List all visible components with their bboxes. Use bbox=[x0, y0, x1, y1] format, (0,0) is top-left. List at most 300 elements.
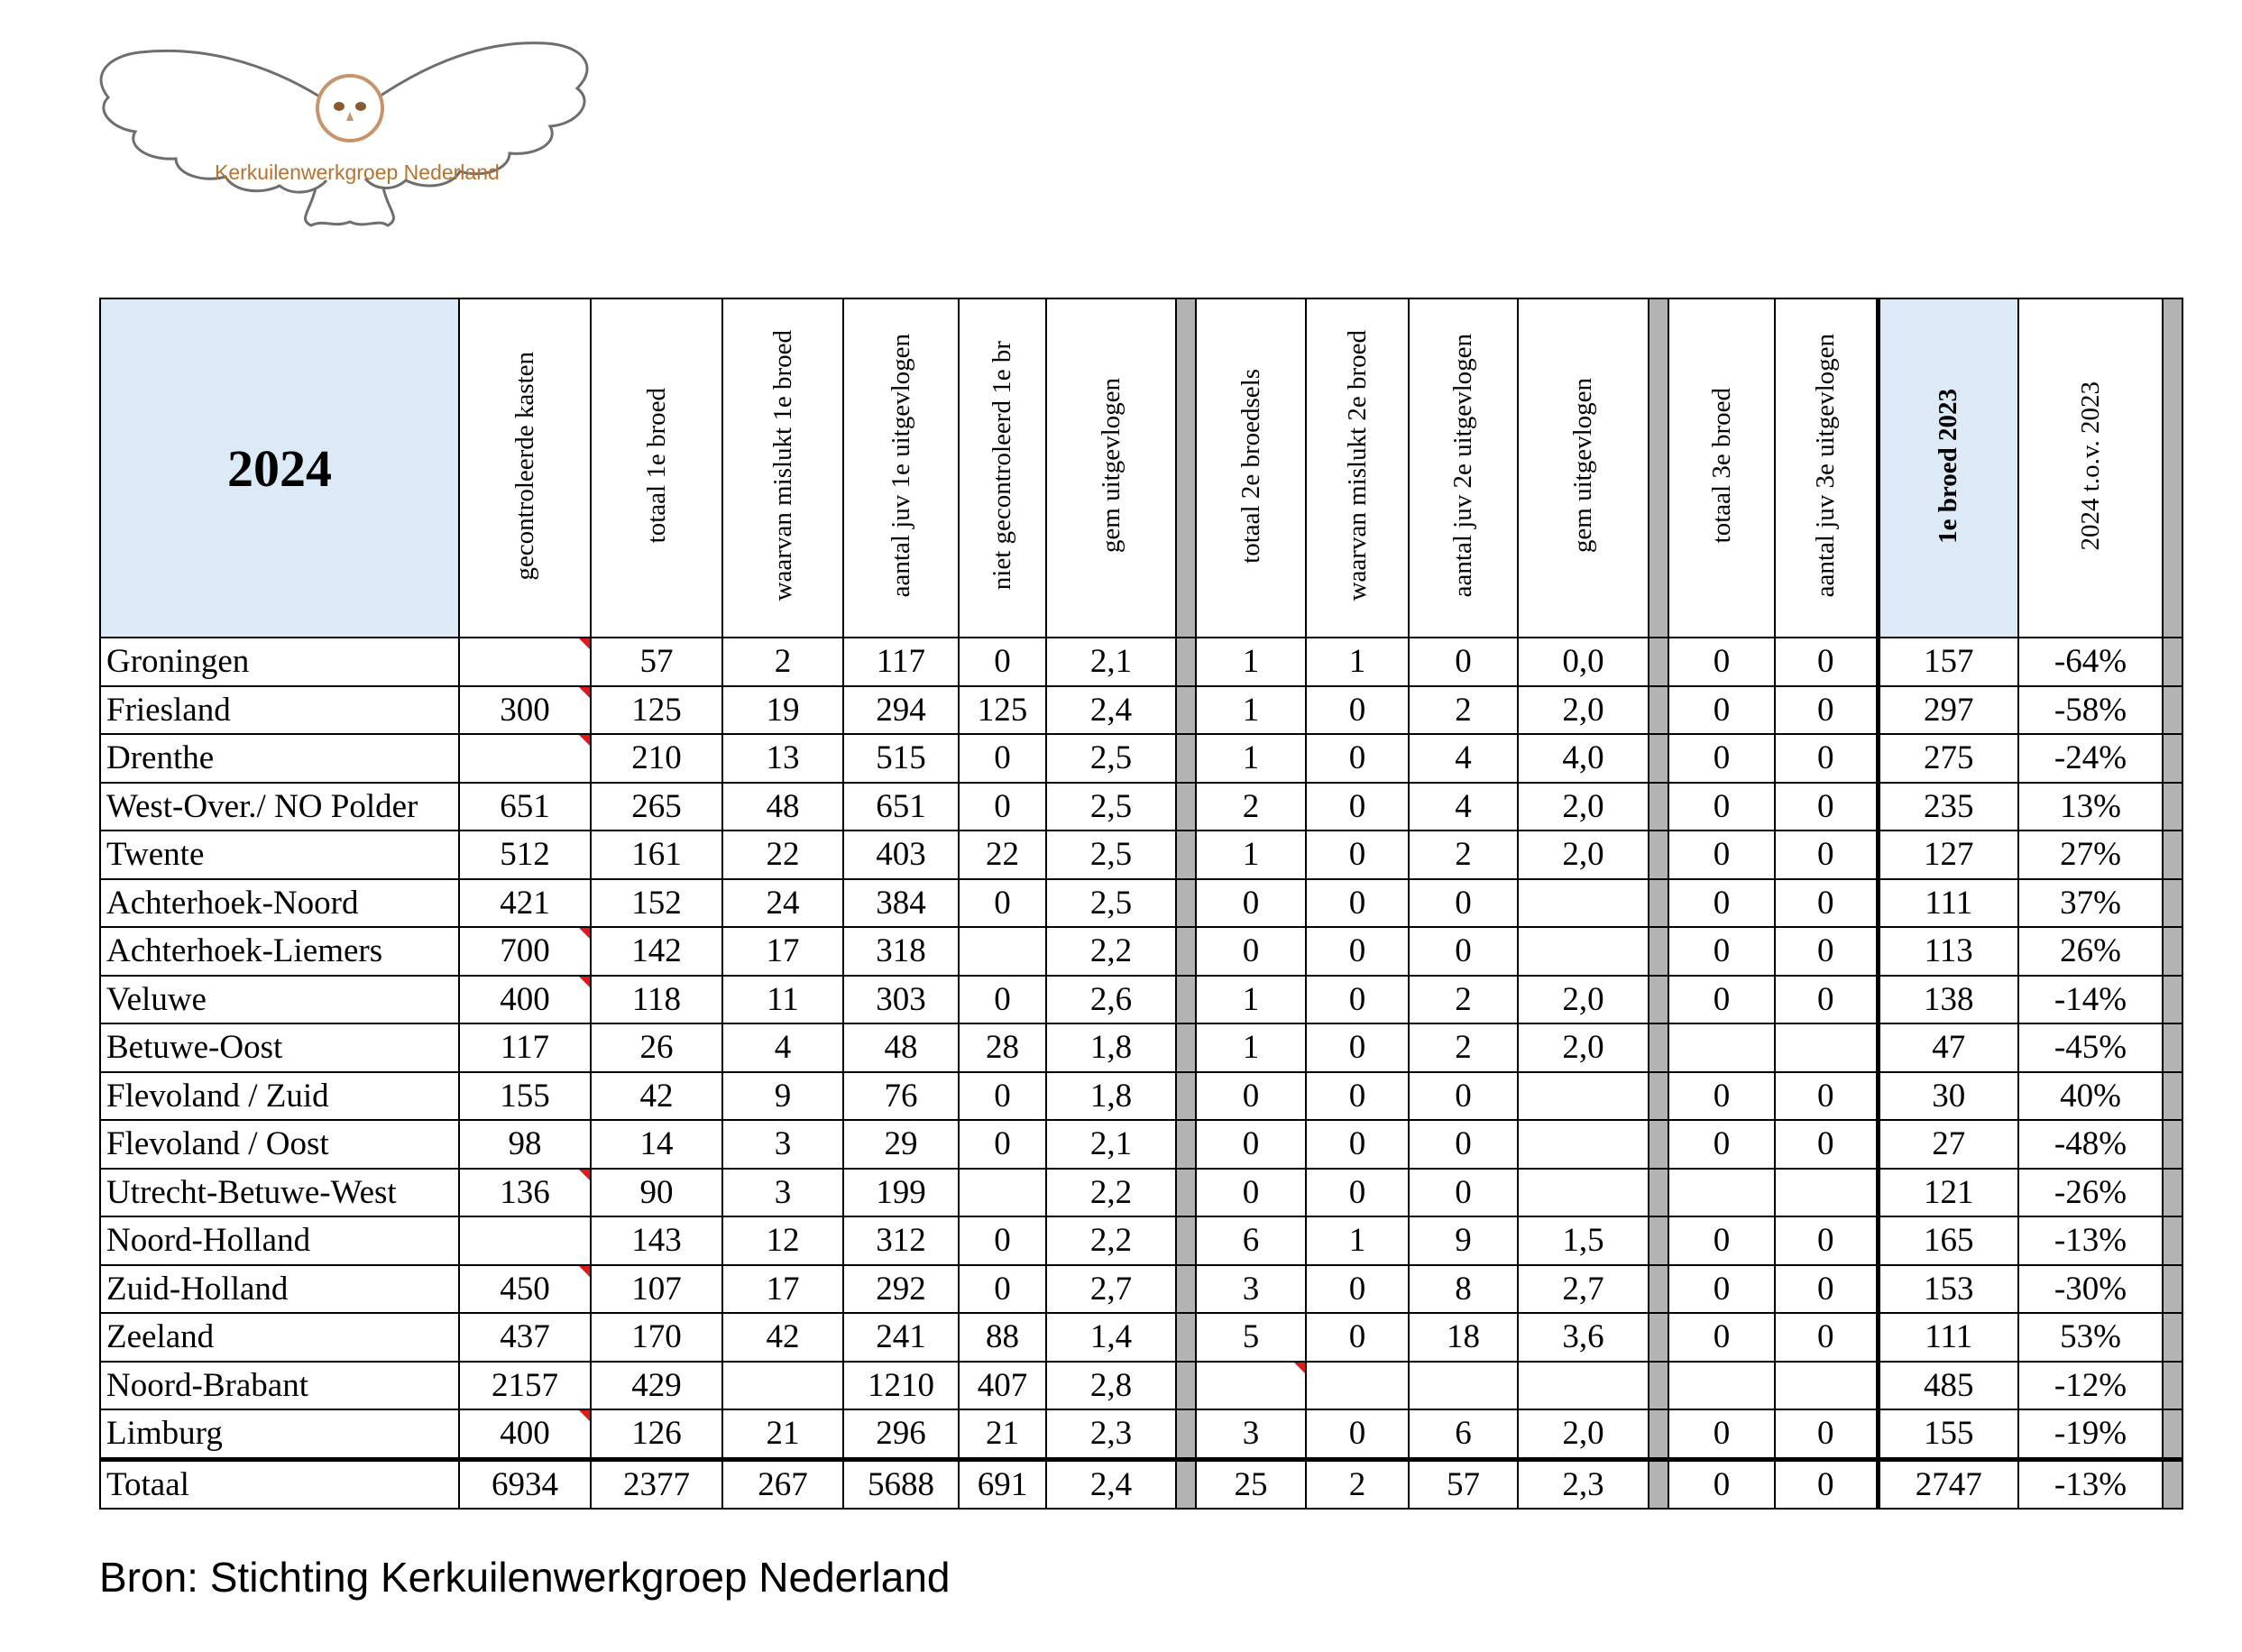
table-cell: 17 bbox=[722, 1265, 843, 1314]
column-separator bbox=[2163, 1362, 2182, 1410]
table-cell: 6 bbox=[1409, 1409, 1518, 1459]
table-row bbox=[100, 1216, 2182, 1265]
table-cell: 9 bbox=[722, 1072, 843, 1121]
table-cell: 429 bbox=[591, 1362, 722, 1410]
table-cell bbox=[1775, 1169, 1878, 1217]
table-cell bbox=[459, 638, 591, 686]
table-cell: 0,0 bbox=[1518, 638, 1649, 686]
header-row bbox=[100, 298, 2182, 638]
table-cell: 53% bbox=[2018, 1313, 2163, 1362]
data-table bbox=[99, 298, 2183, 1510]
table-cell: 3 bbox=[722, 1120, 843, 1169]
table-cell: 303 bbox=[843, 976, 959, 1024]
table-cell: 4,0 bbox=[1518, 734, 1649, 783]
table-cell: 30 bbox=[1878, 1072, 2018, 1121]
table-cell: 113 bbox=[1878, 927, 2018, 976]
table-cell: 2,2 bbox=[1046, 927, 1176, 976]
table-cell: 1 bbox=[1306, 1216, 1409, 1265]
table-cell: 450 bbox=[459, 1265, 591, 1314]
table-cell: 22 bbox=[959, 831, 1046, 879]
table-cell: 0 bbox=[1306, 831, 1409, 879]
table-cell: 0 bbox=[959, 976, 1046, 1024]
table-cell bbox=[459, 734, 591, 783]
table-cell: 111 bbox=[1878, 1313, 2018, 1362]
table-cell: 0 bbox=[1668, 638, 1775, 686]
table-cell: 2 bbox=[722, 638, 843, 686]
column-separator bbox=[1649, 1072, 1668, 1121]
table-cell: 5 bbox=[1196, 1313, 1306, 1362]
column-separator bbox=[1649, 1169, 1668, 1217]
table-cell: 296 bbox=[843, 1409, 959, 1459]
table-cell: 691 bbox=[959, 1459, 1046, 1509]
table-cell: 2,1 bbox=[1046, 638, 1176, 686]
table-cell: 0 bbox=[1306, 783, 1409, 831]
table-cell: 1 bbox=[1196, 734, 1306, 783]
column-separator bbox=[2163, 1023, 2182, 1072]
region-name: Twente bbox=[100, 831, 459, 879]
table-cell: 26 bbox=[591, 1023, 722, 1072]
column-separator bbox=[2163, 927, 2182, 976]
table-cell: 0 bbox=[1196, 927, 1306, 976]
table-cell: 0 bbox=[1775, 976, 1878, 1024]
column-separator bbox=[1649, 783, 1668, 831]
table-cell: 121 bbox=[1878, 1169, 2018, 1217]
table-cell: 1,5 bbox=[1518, 1216, 1649, 1265]
table-cell: 2,0 bbox=[1518, 686, 1649, 735]
table-cell: 0 bbox=[1668, 879, 1775, 928]
column-separator bbox=[1176, 783, 1196, 831]
table-cell: 2,5 bbox=[1046, 831, 1176, 879]
column-separator bbox=[1176, 734, 1196, 783]
table-cell: -13% bbox=[2018, 1216, 2163, 1265]
column-separator bbox=[2163, 1072, 2182, 1121]
table-cell: 21 bbox=[959, 1409, 1046, 1459]
column-separator bbox=[2163, 879, 2182, 928]
region-name: Achterhoek-Noord bbox=[100, 879, 459, 928]
column-separator bbox=[2163, 831, 2182, 879]
table-cell: 138 bbox=[1878, 976, 2018, 1024]
region-name: Noord-Holland bbox=[100, 1216, 459, 1265]
table-cell: 0 bbox=[1668, 831, 1775, 879]
table-cell: 143 bbox=[591, 1216, 722, 1265]
table-cell: 0 bbox=[1306, 1072, 1409, 1121]
table-cell: 2,2 bbox=[1046, 1216, 1176, 1265]
table-cell: 48 bbox=[722, 783, 843, 831]
column-separator bbox=[2163, 1313, 2182, 1362]
table-cell bbox=[1668, 1362, 1775, 1410]
column-separator bbox=[1649, 831, 1668, 879]
table-cell: 2 bbox=[1409, 976, 1518, 1024]
table-cell: 24 bbox=[722, 879, 843, 928]
table-cell: 165 bbox=[1878, 1216, 2018, 1265]
column-separator bbox=[1176, 1265, 1196, 1314]
table-cell: 157 bbox=[1878, 638, 2018, 686]
table-cell bbox=[1518, 1120, 1649, 1169]
region-name: Totaal bbox=[100, 1459, 459, 1509]
table-cell: 88 bbox=[959, 1313, 1046, 1362]
table-cell bbox=[1409, 1362, 1518, 1410]
region-name: Veluwe bbox=[100, 976, 459, 1024]
column-header: 1e broed 2023 bbox=[1878, 298, 2018, 638]
table-cell: 27% bbox=[2018, 831, 2163, 879]
table-cell: 267 bbox=[722, 1459, 843, 1509]
table-cell: 29 bbox=[843, 1120, 959, 1169]
table-cell: 384 bbox=[843, 879, 959, 928]
table-cell: 0 bbox=[1775, 927, 1878, 976]
table-cell: 2 bbox=[1409, 686, 1518, 735]
column-separator bbox=[2163, 783, 2182, 831]
table-cell: 2,5 bbox=[1046, 879, 1176, 928]
column-separator bbox=[1649, 1023, 1668, 1072]
table-cell bbox=[459, 1216, 591, 1265]
table-cell: 127 bbox=[1878, 831, 2018, 879]
column-separator bbox=[1649, 686, 1668, 735]
table-cell: 512 bbox=[459, 831, 591, 879]
region-name: Flevoland / Oost bbox=[100, 1120, 459, 1169]
table-cell: 136 bbox=[459, 1169, 591, 1217]
table-cell: 37% bbox=[2018, 879, 2163, 928]
table-cell: 48 bbox=[843, 1023, 959, 1072]
table-cell bbox=[722, 1362, 843, 1410]
table-cell: 18 bbox=[1409, 1313, 1518, 1362]
table-row bbox=[100, 734, 2182, 783]
table-cell: 8 bbox=[1409, 1265, 1518, 1314]
table-cell: 126 bbox=[591, 1409, 722, 1459]
table-cell: 0 bbox=[1775, 783, 1878, 831]
column-header: totaal 2e broedsels bbox=[1196, 298, 1306, 638]
column-header: aantal juv 1e uitgevlogen bbox=[843, 298, 959, 638]
column-separator bbox=[2163, 734, 2182, 783]
table-cell: 2 bbox=[1306, 1459, 1409, 1509]
table-cell: -30% bbox=[2018, 1265, 2163, 1314]
table-cell: 155 bbox=[459, 1072, 591, 1121]
table-cell: 275 bbox=[1878, 734, 2018, 783]
column-separator bbox=[1176, 1459, 1196, 1509]
table-cell: 0 bbox=[1409, 879, 1518, 928]
total-row bbox=[100, 1459, 2182, 1509]
column-separator bbox=[1649, 1120, 1668, 1169]
column-header: niet gecontroleerd 1e br bbox=[959, 298, 1046, 638]
column-separator bbox=[2163, 1265, 2182, 1314]
table-cell: 0 bbox=[1306, 686, 1409, 735]
table-row bbox=[100, 1120, 2182, 1169]
table-cell: 0 bbox=[959, 1265, 1046, 1314]
table-cell: -64% bbox=[2018, 638, 2163, 686]
table-cell: 11 bbox=[722, 976, 843, 1024]
table-row bbox=[100, 1362, 2182, 1410]
table-cell: 28 bbox=[959, 1023, 1046, 1072]
table-cell: 1 bbox=[1306, 638, 1409, 686]
table-cell: 2,5 bbox=[1046, 783, 1176, 831]
table-row bbox=[100, 686, 2182, 735]
table-cell: 0 bbox=[959, 879, 1046, 928]
table-cell: 170 bbox=[591, 1313, 722, 1362]
table-cell: 1 bbox=[1196, 1023, 1306, 1072]
table-cell: 25 bbox=[1196, 1459, 1306, 1509]
region-name: Drenthe bbox=[100, 734, 459, 783]
table-cell: 210 bbox=[591, 734, 722, 783]
table-cell: 407 bbox=[959, 1362, 1046, 1410]
table-cell: 107 bbox=[591, 1265, 722, 1314]
table-row bbox=[100, 1313, 2182, 1362]
table-cell: 2157 bbox=[459, 1362, 591, 1410]
table-row bbox=[100, 1169, 2182, 1217]
table-cell: 5688 bbox=[843, 1459, 959, 1509]
table-row bbox=[100, 783, 2182, 831]
table-cell: 0 bbox=[1775, 1459, 1878, 1509]
table-cell: 0 bbox=[1306, 976, 1409, 1024]
table-cell: 142 bbox=[591, 927, 722, 976]
table-cell: 47 bbox=[1878, 1023, 2018, 1072]
table-cell: 0 bbox=[1668, 927, 1775, 976]
table-cell: 2,2 bbox=[1046, 1169, 1176, 1217]
table-cell bbox=[959, 1169, 1046, 1217]
region-name: Utrecht-Betuwe-West bbox=[100, 1169, 459, 1217]
column-header: aantal juv 3e uitgevlogen bbox=[1775, 298, 1878, 638]
table-row bbox=[100, 1072, 2182, 1121]
column-separator bbox=[1176, 1313, 1196, 1362]
region-name: West-Over./ NO Polder bbox=[100, 783, 459, 831]
table-cell: 90 bbox=[591, 1169, 722, 1217]
table-cell: 0 bbox=[959, 1120, 1046, 1169]
table-cell: 0 bbox=[1196, 1120, 1306, 1169]
column-separator bbox=[1649, 298, 1668, 638]
table-cell: 0 bbox=[1775, 638, 1878, 686]
column-separator bbox=[1649, 1216, 1668, 1265]
table-cell: 400 bbox=[459, 976, 591, 1024]
table-cell: 0 bbox=[1306, 1409, 1409, 1459]
table-cell: 153 bbox=[1878, 1265, 2018, 1314]
table-cell: 0 bbox=[1409, 1120, 1518, 1169]
column-separator bbox=[1176, 976, 1196, 1024]
table-cell: 0 bbox=[1306, 1023, 1409, 1072]
table-cell: 57 bbox=[591, 638, 722, 686]
table-cell bbox=[1668, 1169, 1775, 1217]
table-cell: -26% bbox=[2018, 1169, 2163, 1217]
table-cell: 0 bbox=[1306, 879, 1409, 928]
table-cell: 27 bbox=[1878, 1120, 2018, 1169]
column-separator bbox=[1649, 638, 1668, 686]
table-cell: 13% bbox=[2018, 783, 2163, 831]
table-cell: 0 bbox=[1306, 1169, 1409, 1217]
column-separator bbox=[1176, 638, 1196, 686]
table-cell bbox=[959, 927, 1046, 976]
column-separator bbox=[2163, 1216, 2182, 1265]
column-header: aantal juv 2e uitgevlogen bbox=[1409, 298, 1518, 638]
table-cell: 2,0 bbox=[1518, 1409, 1649, 1459]
table-cell: 42 bbox=[722, 1313, 843, 1362]
table-cell: 1 bbox=[1196, 976, 1306, 1024]
table-cell: 0 bbox=[1668, 686, 1775, 735]
table-cell: 118 bbox=[591, 976, 722, 1024]
table-cell: 0 bbox=[1668, 1409, 1775, 1459]
table-cell: 0 bbox=[1409, 927, 1518, 976]
table-cell: 0 bbox=[1409, 1072, 1518, 1121]
table-cell bbox=[1196, 1362, 1306, 1410]
table-cell: 421 bbox=[459, 879, 591, 928]
column-header: waarvan mislukt 1e broed bbox=[722, 298, 843, 638]
table-cell: 2 bbox=[1409, 1023, 1518, 1072]
table-cell bbox=[1775, 1023, 1878, 1072]
column-separator bbox=[1649, 1362, 1668, 1410]
table-cell: 2 bbox=[1196, 783, 1306, 831]
table-cell: 2,7 bbox=[1518, 1265, 1649, 1314]
table-cell: 0 bbox=[1668, 1120, 1775, 1169]
column-header: gem uitgevlogen bbox=[1046, 298, 1176, 638]
region-name: Flevoland / Zuid bbox=[100, 1072, 459, 1121]
table-cell: 1 bbox=[1196, 638, 1306, 686]
table-cell: 3 bbox=[722, 1169, 843, 1217]
table-cell: 125 bbox=[591, 686, 722, 735]
table-cell: 0 bbox=[959, 638, 1046, 686]
table-cell: 2,0 bbox=[1518, 1023, 1649, 1072]
region-name: Friesland bbox=[100, 686, 459, 735]
table-cell: 0 bbox=[1775, 1313, 1878, 1362]
table-cell: 152 bbox=[591, 879, 722, 928]
barn-owl-icon bbox=[90, 25, 595, 242]
table-row bbox=[100, 879, 2182, 928]
table-cell: 0 bbox=[1306, 734, 1409, 783]
column-separator bbox=[1176, 686, 1196, 735]
table-cell: 3,6 bbox=[1518, 1313, 1649, 1362]
table-cell: 0 bbox=[1668, 734, 1775, 783]
column-header: totaal 1e broed bbox=[591, 298, 722, 638]
table-cell: 0 bbox=[959, 783, 1046, 831]
table-cell: 2,4 bbox=[1046, 686, 1176, 735]
table-cell: 117 bbox=[459, 1023, 591, 1072]
table-cell: 4 bbox=[722, 1023, 843, 1072]
table-cell: 0 bbox=[1196, 879, 1306, 928]
table-cell: 0 bbox=[1775, 1216, 1878, 1265]
column-separator bbox=[1176, 1072, 1196, 1121]
table-cell: 40% bbox=[2018, 1072, 2163, 1121]
table-cell: 17 bbox=[722, 927, 843, 976]
table-cell: -58% bbox=[2018, 686, 2163, 735]
column-separator bbox=[2163, 1120, 2182, 1169]
table-cell bbox=[1518, 1072, 1649, 1121]
column-separator bbox=[1649, 1459, 1668, 1509]
table-cell: 0 bbox=[1668, 1265, 1775, 1314]
column-separator bbox=[1176, 298, 1196, 638]
table-cell bbox=[1668, 1023, 1775, 1072]
table-cell bbox=[1306, 1362, 1409, 1410]
table-cell: 9 bbox=[1409, 1216, 1518, 1265]
table-cell: 1,8 bbox=[1046, 1072, 1176, 1121]
column-separator bbox=[1649, 927, 1668, 976]
table-cell: 300 bbox=[459, 686, 591, 735]
column-separator bbox=[2163, 686, 2182, 735]
table-cell bbox=[1775, 1362, 1878, 1410]
column-separator bbox=[1176, 1120, 1196, 1169]
table-cell: 0 bbox=[1306, 1120, 1409, 1169]
table-cell bbox=[1518, 879, 1649, 928]
column-separator bbox=[1176, 1216, 1196, 1265]
table-cell: 98 bbox=[459, 1120, 591, 1169]
table-cell: 1210 bbox=[843, 1362, 959, 1410]
table-cell: 22 bbox=[722, 831, 843, 879]
column-separator bbox=[1649, 879, 1668, 928]
table-cell: 13 bbox=[722, 734, 843, 783]
table-title: 2024 bbox=[100, 298, 459, 638]
table-row bbox=[100, 927, 2182, 976]
table-cell: 155 bbox=[1878, 1409, 2018, 1459]
table-cell: 2377 bbox=[591, 1459, 722, 1509]
table-cell: 0 bbox=[1775, 686, 1878, 735]
column-separator bbox=[1649, 734, 1668, 783]
table-row bbox=[100, 638, 2182, 686]
table-cell: 2747 bbox=[1878, 1459, 2018, 1509]
table-cell: 12 bbox=[722, 1216, 843, 1265]
table-cell bbox=[1518, 1362, 1649, 1410]
table-cell: 2,3 bbox=[1518, 1459, 1649, 1509]
table-cell: 2,8 bbox=[1046, 1362, 1176, 1410]
table-cell: 235 bbox=[1878, 783, 2018, 831]
table-cell: 651 bbox=[459, 783, 591, 831]
table-cell: 42 bbox=[591, 1072, 722, 1121]
column-separator bbox=[2163, 298, 2182, 638]
table-cell: 161 bbox=[591, 831, 722, 879]
column-separator bbox=[1176, 927, 1196, 976]
column-separator bbox=[1176, 1023, 1196, 1072]
table-cell: 0 bbox=[959, 1216, 1046, 1265]
table-cell: 2,7 bbox=[1046, 1265, 1176, 1314]
table-cell: 57 bbox=[1409, 1459, 1518, 1509]
table-cell: -45% bbox=[2018, 1023, 2163, 1072]
table-cell: 117 bbox=[843, 638, 959, 686]
table-cell: 0 bbox=[1409, 1169, 1518, 1217]
column-separator bbox=[2163, 1409, 2182, 1459]
table-row bbox=[100, 976, 2182, 1024]
column-separator bbox=[1649, 1313, 1668, 1362]
table-cell: 651 bbox=[843, 783, 959, 831]
table-cell: -24% bbox=[2018, 734, 2163, 783]
table-cell: 0 bbox=[1775, 734, 1878, 783]
table-cell: 1 bbox=[1196, 831, 1306, 879]
table-cell: 485 bbox=[1878, 1362, 2018, 1410]
source-note: Bron: Stichting Kerkuilenwerkgroep Nederland bbox=[99, 1554, 951, 1601]
region-name: Limburg bbox=[100, 1409, 459, 1459]
table-cell: 3 bbox=[1196, 1409, 1306, 1459]
table-cell: 2,3 bbox=[1046, 1409, 1176, 1459]
table-cell: 2,1 bbox=[1046, 1120, 1176, 1169]
table-cell: 2,4 bbox=[1046, 1459, 1176, 1509]
column-header: 2024 t.o.v. 2023 bbox=[2018, 298, 2163, 638]
table-cell: 265 bbox=[591, 783, 722, 831]
table-cell: 0 bbox=[1306, 1265, 1409, 1314]
column-header: waarvan mislukt 2e broed bbox=[1306, 298, 1409, 638]
table-cell: -48% bbox=[2018, 1120, 2163, 1169]
table-cell: 0 bbox=[1668, 1216, 1775, 1265]
table-cell: 403 bbox=[843, 831, 959, 879]
table-cell: 0 bbox=[1775, 1265, 1878, 1314]
table-cell: 700 bbox=[459, 927, 591, 976]
table-cell: 0 bbox=[1668, 1459, 1775, 1509]
table-cell: 0 bbox=[959, 734, 1046, 783]
column-separator bbox=[1649, 1265, 1668, 1314]
table-cell: 292 bbox=[843, 1265, 959, 1314]
table-cell: 318 bbox=[843, 927, 959, 976]
table-cell bbox=[1518, 1169, 1649, 1217]
table-cell: 21 bbox=[722, 1409, 843, 1459]
table-cell: 3 bbox=[1196, 1265, 1306, 1314]
column-header: gem uitgevlogen bbox=[1518, 298, 1649, 638]
region-name: Noord-Brabant bbox=[100, 1362, 459, 1410]
table-cell: 0 bbox=[1668, 976, 1775, 1024]
table-cell: 241 bbox=[843, 1313, 959, 1362]
column-separator bbox=[1649, 1409, 1668, 1459]
table-cell: 0 bbox=[1668, 783, 1775, 831]
region-name: Zeeland bbox=[100, 1313, 459, 1362]
